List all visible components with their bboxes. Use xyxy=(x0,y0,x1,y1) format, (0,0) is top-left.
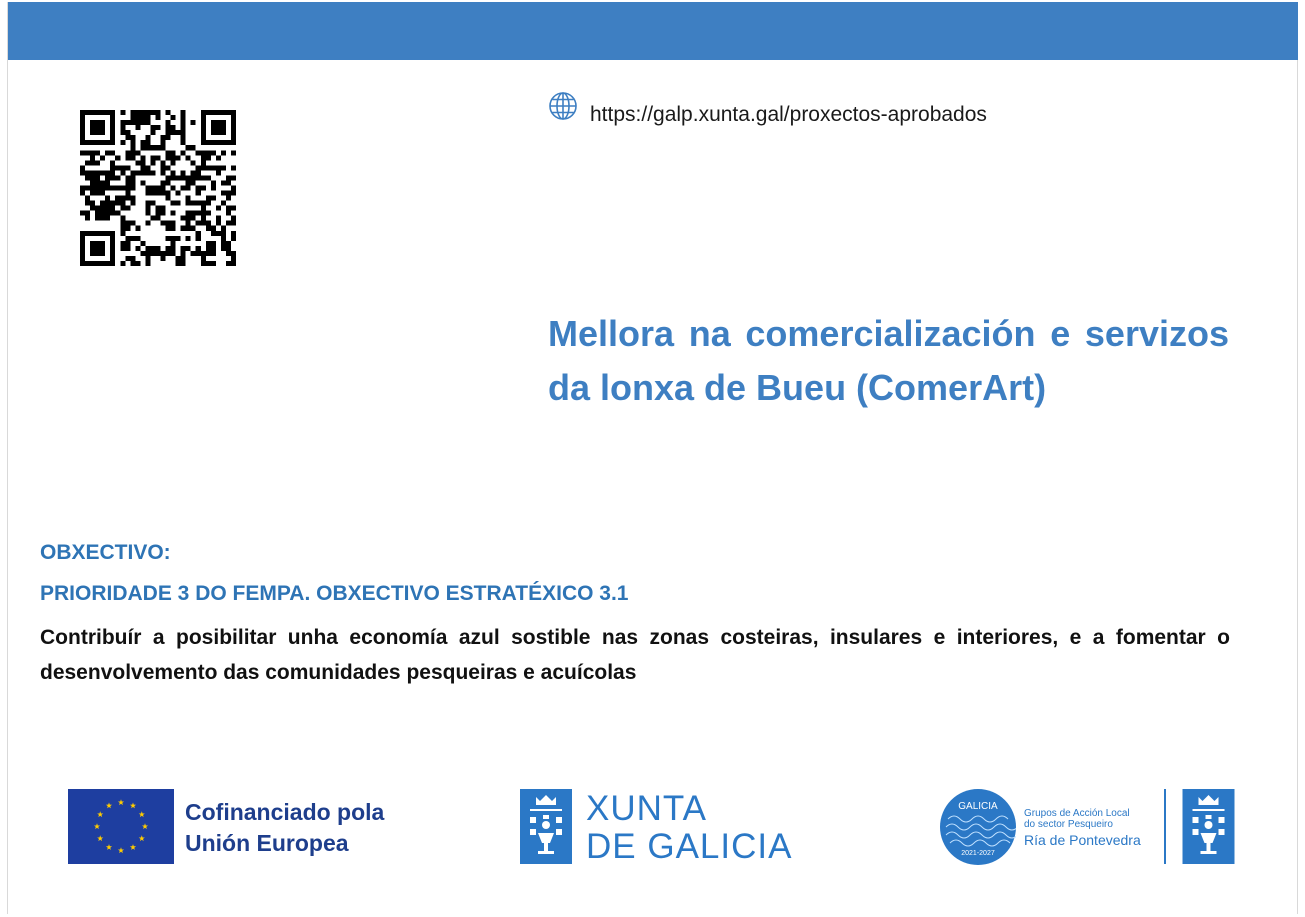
header-bar xyxy=(8,2,1298,60)
qr-code[interactable] xyxy=(80,110,236,266)
eu-cofinance-text xyxy=(185,797,384,859)
galp-line3: Ría de Pontevedra xyxy=(1024,832,1141,848)
galicia-badge-top: GALICIA xyxy=(958,801,998,812)
galicia-badge-bottom: 2021-2027 xyxy=(961,850,995,857)
xunta-wordmark xyxy=(586,790,792,866)
xunta-emblem-secondary-icon xyxy=(1182,789,1235,864)
galicia-wave-badge-icon xyxy=(940,789,1016,865)
objective-label: OBXECTIVO: xyxy=(40,541,171,564)
galp-line1: Grupos de Acción Local xyxy=(1024,808,1130,819)
eu-flag-icon xyxy=(68,789,174,864)
xunta-line1: XUNTA xyxy=(586,789,708,828)
eu-text-line1: Cofinanciado pola xyxy=(185,799,385,825)
xunta-emblem-icon xyxy=(520,789,572,864)
xunta-line2: DE GALICIA xyxy=(586,827,793,866)
project-url[interactable]: https://galp.xunta.gal/proxectos-aprobados xyxy=(590,103,987,126)
globe-icon xyxy=(548,91,578,121)
objective-priority: PRIORIDADE 3 DO FEMPA. OBXECTIVO ESTRATÉXICO 3.1 xyxy=(40,582,629,605)
project-title: Mellora na comercialización e servizos da lonxa de Bueu (ComerArt) xyxy=(548,313,1229,408)
objective-description: Contribuír a posibilitar unha economía azul sostible nas zonas costeiras, insulares e interiores, e a fomentar o desenvolvemento das comunidades pesqueiras e acuícolas xyxy=(40,626,1230,684)
galp-line2: do sector Pesqueiro xyxy=(1024,819,1113,830)
galp-text xyxy=(1024,808,1141,850)
logo-divider xyxy=(1164,789,1166,864)
eu-text-line2: Unión Europea xyxy=(185,830,349,856)
